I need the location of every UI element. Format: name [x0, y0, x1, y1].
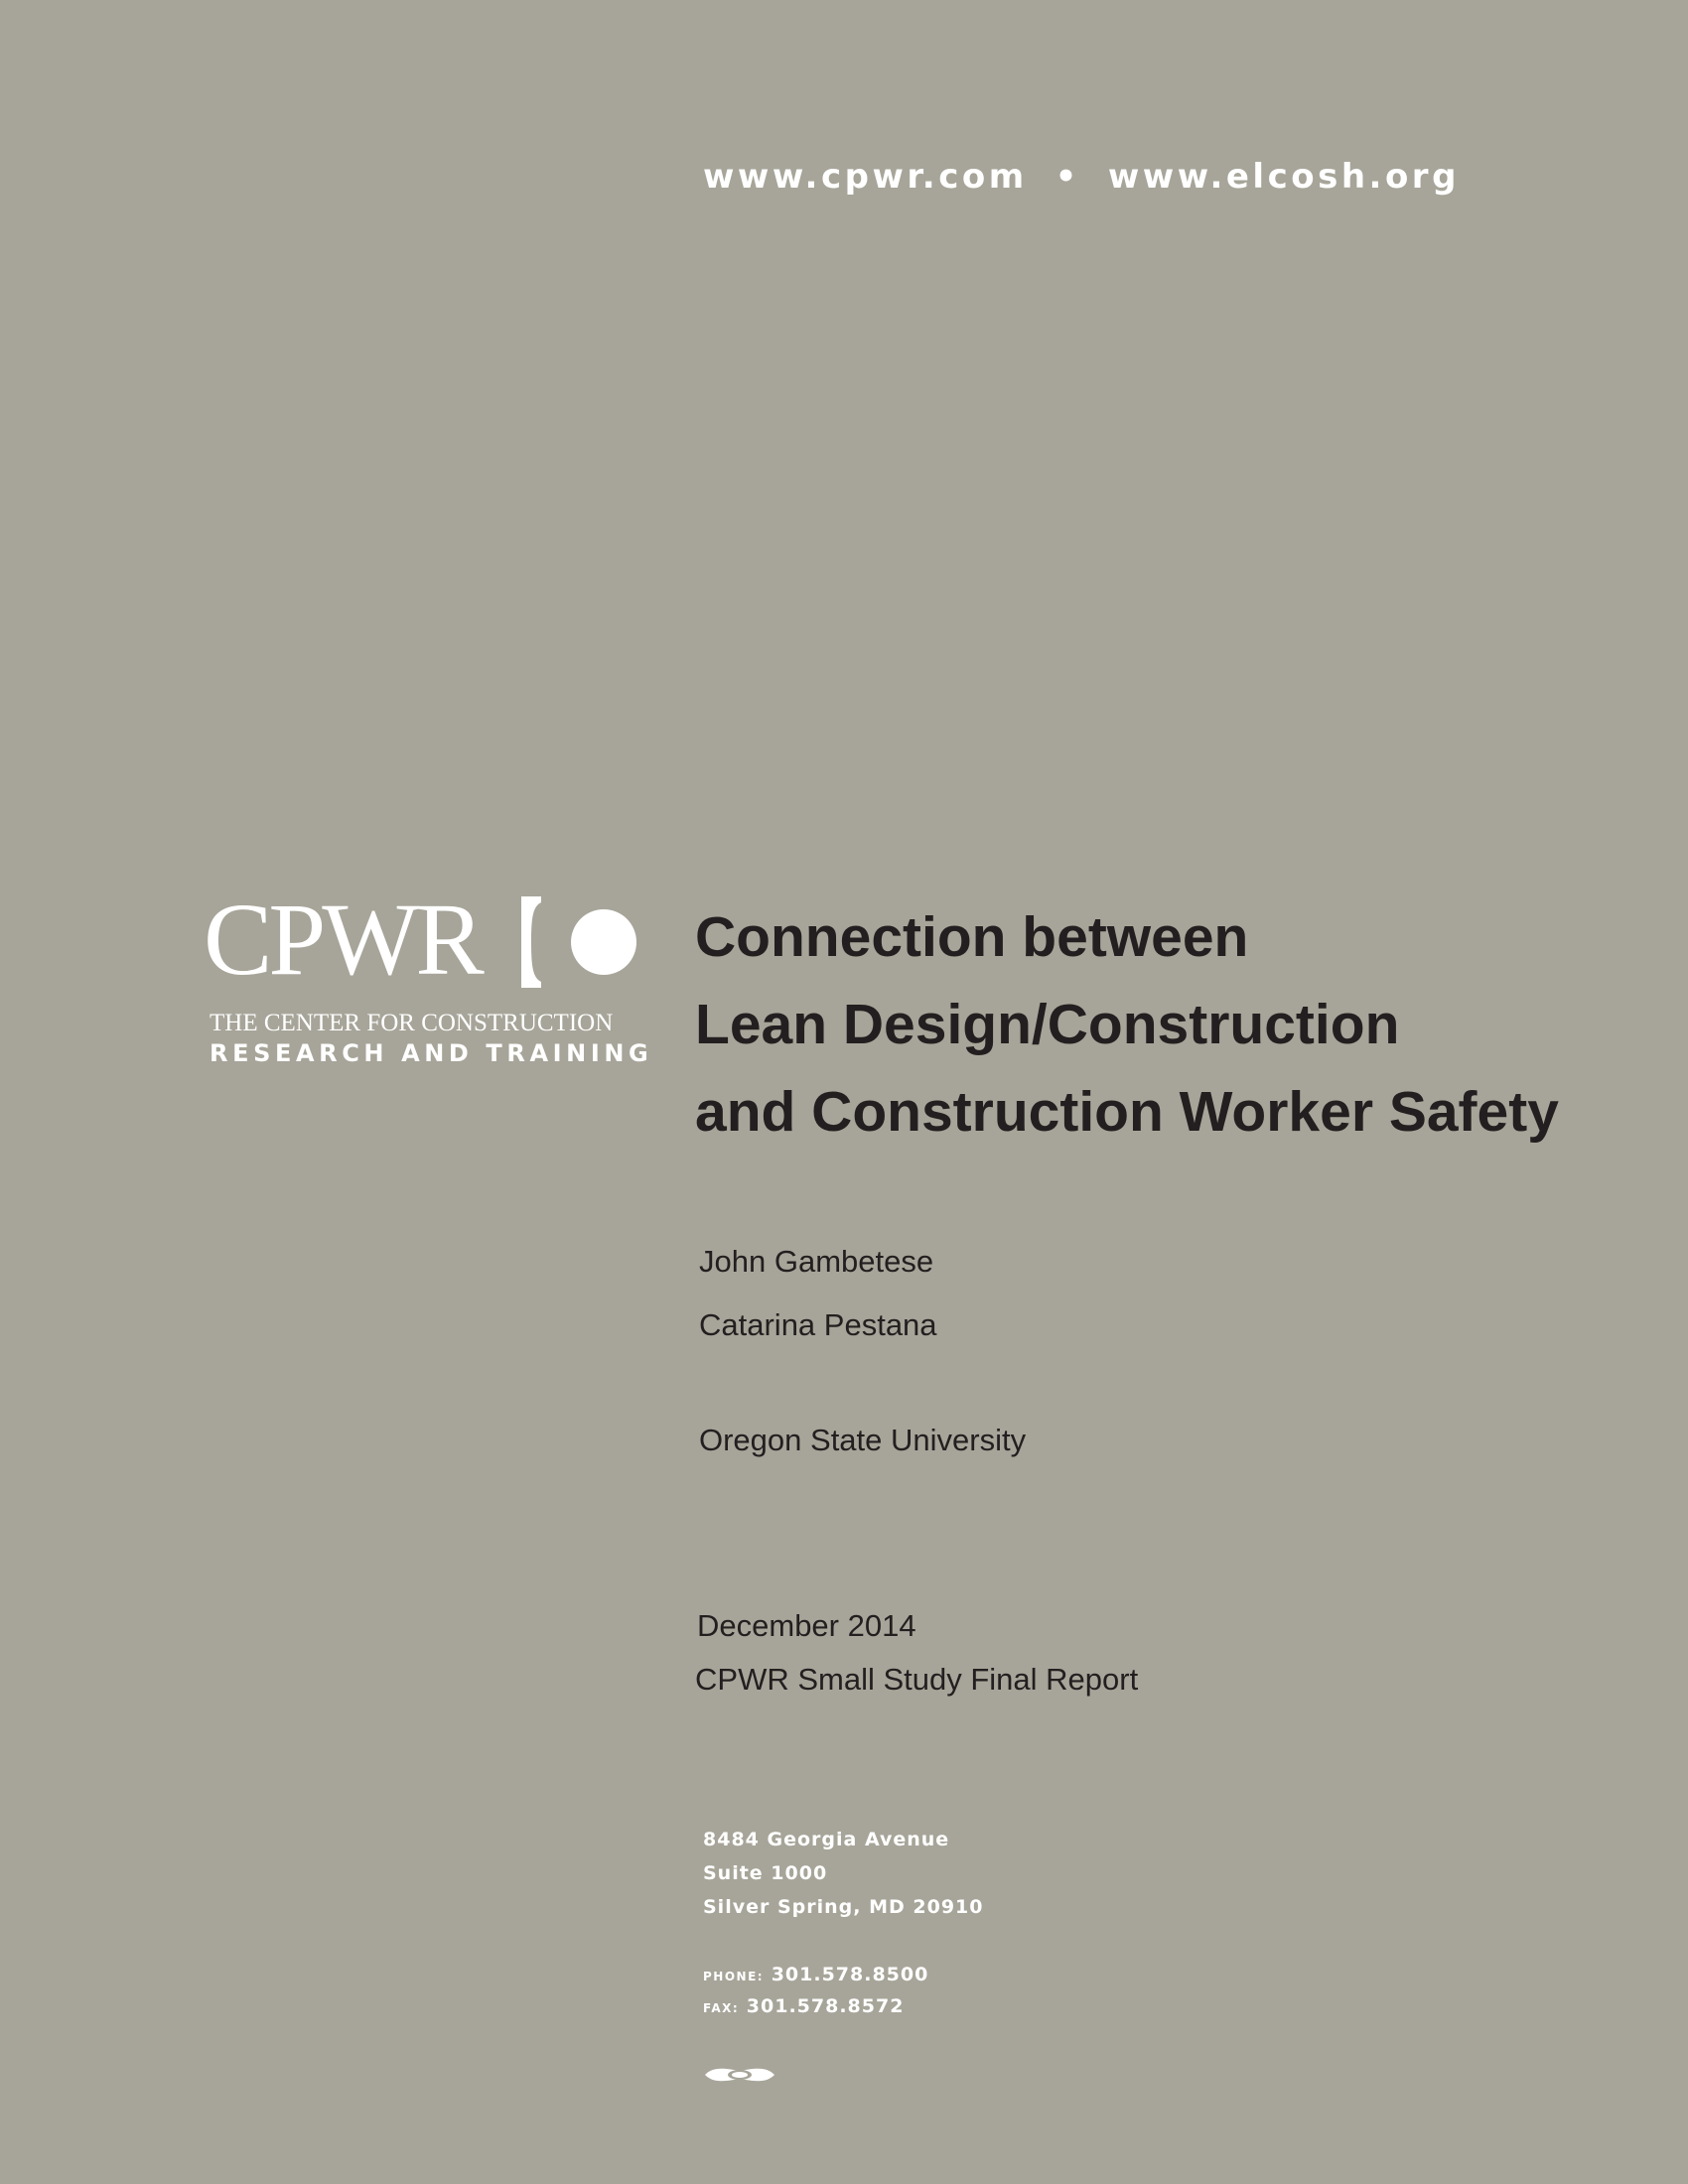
logo-tagline-2: RESEARCH AND TRAINING	[210, 1039, 653, 1067]
logo-wordmark: CPWR	[204, 883, 481, 997]
report-type: CPWR Small Study Final Report	[695, 1662, 1139, 1697]
fax-line	[703, 1995, 904, 2017]
union-label-icon	[703, 2065, 776, 2085]
phone-label: PHONE:	[703, 1970, 765, 1983]
elcosh-url[interactable]: www.elcosh.org	[1107, 157, 1460, 197]
fax-number: 301.578.8572	[746, 1995, 905, 2017]
bracket-circle-icon	[521, 896, 640, 988]
separator-dot: •	[1055, 157, 1080, 197]
report-date: December 2014	[697, 1608, 916, 1643]
report-title	[695, 893, 1559, 1156]
cpwr-url[interactable]: www.cpwr.com	[703, 157, 1028, 197]
title-line-3: and Construction Worker Safety	[695, 1080, 1559, 1144]
website-links	[703, 157, 1460, 197]
title-line-1: Connection between	[695, 905, 1249, 969]
author-1: John Gambetese	[699, 1244, 934, 1279]
fax-label: FAX:	[703, 2001, 740, 2015]
title-line-2: Lean Design/Construction	[695, 993, 1400, 1056]
logo-tagline-1: THE CENTER FOR CONSTRUCTION	[210, 1010, 614, 1036]
address-suite: Suite 1000	[703, 1862, 828, 1884]
address-city: Silver Spring, MD 20910	[703, 1896, 984, 1918]
phone-number: 301.578.8500	[771, 1964, 929, 1985]
phone-line	[703, 1964, 928, 1985]
author-2: Catarina Pestana	[699, 1307, 937, 1342]
institution: Oregon State University	[699, 1423, 1027, 1457]
address-street: 8484 Georgia Avenue	[703, 1829, 950, 1850]
